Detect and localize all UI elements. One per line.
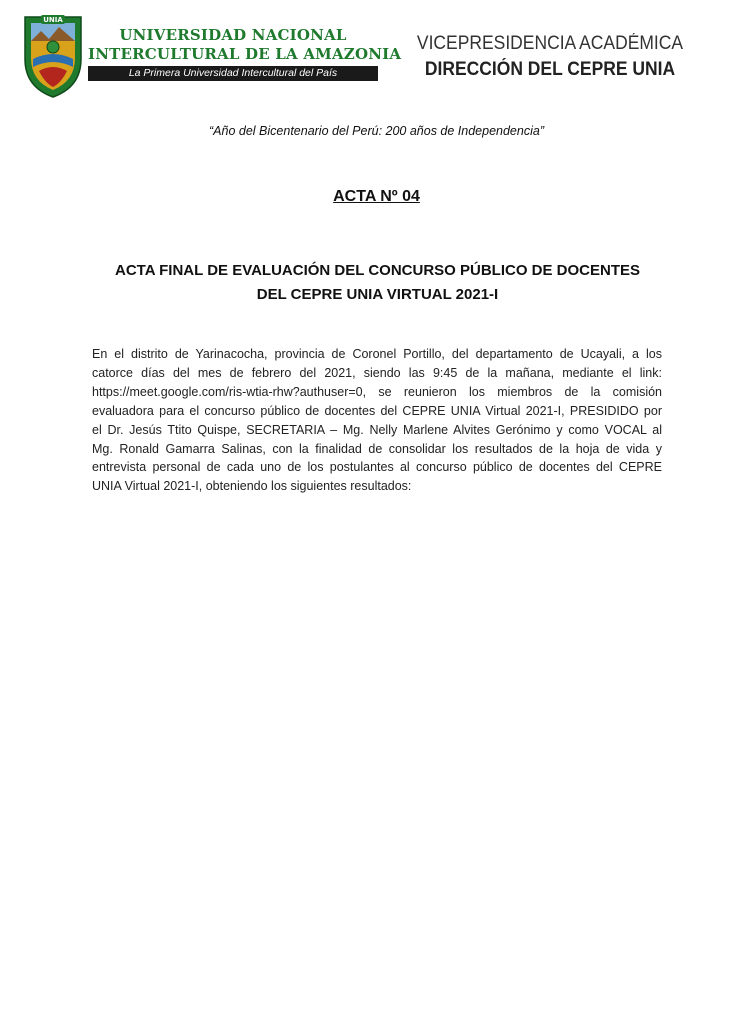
department-title: VICEPRESIDENCIA ACADÉMICA [416,33,684,54]
acta-heading-line1: ACTA FINAL DE EVALUACIÓN DEL CONCURSO PÚBLICO DE DOCENTES [114,262,641,279]
acta-heading [90,259,665,307]
university-name-line1: UNIVERSIDAD NACIONAL [119,26,347,44]
body-line: evaluadora para el concurso público de docentes del CEPRE UNIA Virtual 2021-I, PRESIDIDO por [92,403,662,418]
body-line: UNIA Virtual 2021-I, obteniendo los siguientes resultados: [92,479,412,494]
office-title: DIRECCIÓN DEL CEPRE UNIA [424,59,676,80]
acta-number-title: ACTA Nº 04 [333,188,420,205]
body-line: entrevista personal de cada uno de los postulantes al concurso público de docentes del CEPRE [92,460,662,475]
university-tagline: La Primera Universidad Intercultural del País [88,66,378,81]
logo-label: UNIA [43,16,63,24]
body-line: catorce días del mes de febrero del 2021, siendo las 9:45 de la mañana, mediante el link: [92,365,662,380]
body-line: En el distrito de Yarinacocha, provincia de Coronel Portillo, del departamento de Ucayali, a los [92,347,662,361]
body-line: el Dr. Jesús Ttito Quispe, SECRETARIA – Mg. Nelly Marlene Alvites Gerónimo y como VOCAL al [92,422,662,437]
acta-body-paragraph [92,345,662,496]
university-seal-logo [19,11,87,99]
body-line: Mg. Ronald Gamarra Salinas, con la finalidad de consolidar los resultados de la hoja de vida y [92,441,662,456]
body-line: https://meet.google.com/ris-wtia-rhw?authuser=0, se reunieron los miembros de la comisión [92,384,662,399]
year-motto: “Año del Bicentenario del Perú: 200 años de Independencia” [209,124,544,138]
university-name-line2: INTERCULTURAL DE LA AMAZONIA [88,45,402,63]
acta-heading-line2: DEL CEPRE UNIA VIRTUAL 2021-I [256,286,499,303]
university-name-block [88,26,402,81]
